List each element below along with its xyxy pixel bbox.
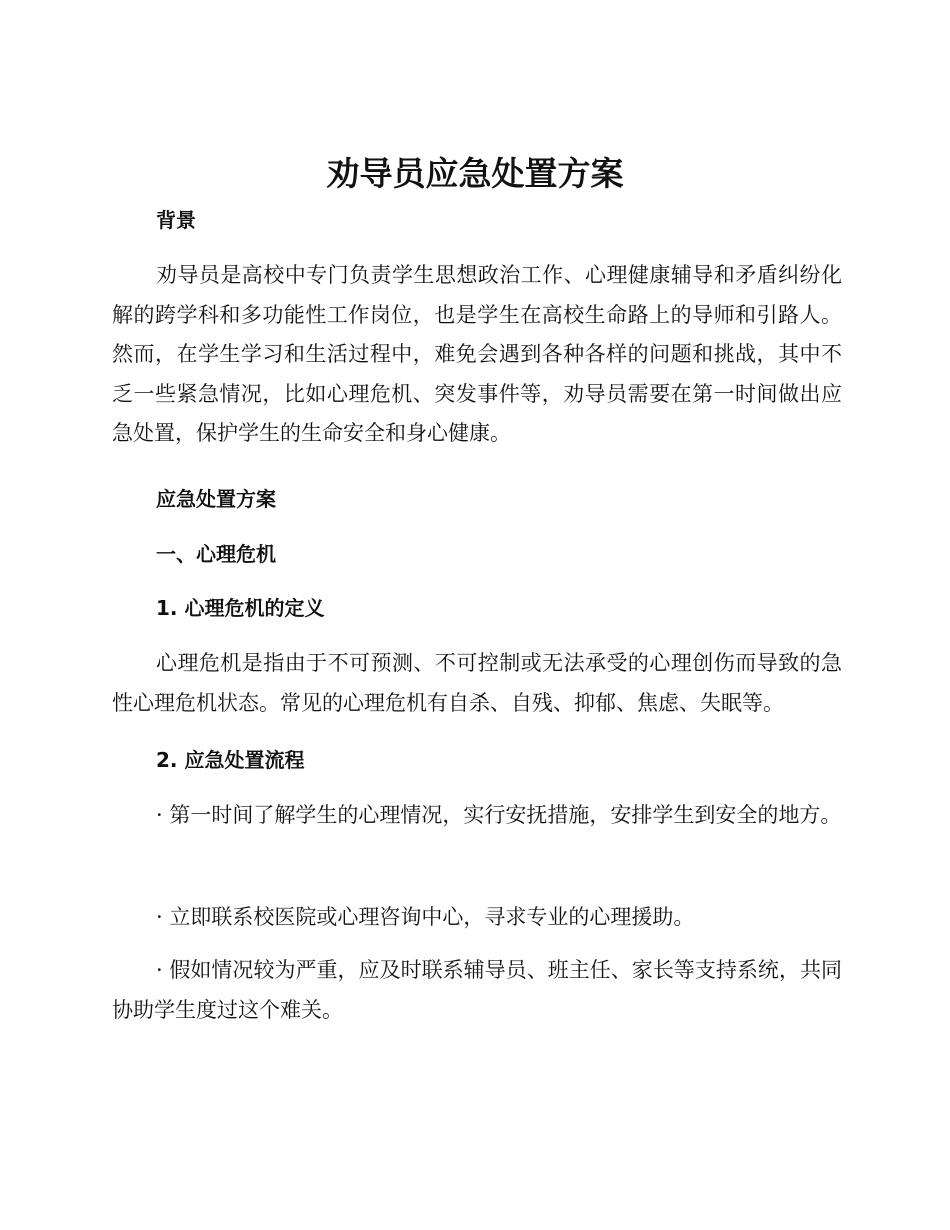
background-heading: 背景 bbox=[156, 208, 196, 232]
process-item-1: · 第一时间了解学生的心理情况，实行安抚措施，安排学生到安全的地方。 bbox=[156, 803, 842, 827]
plan-heading: 应急处置方案 bbox=[156, 487, 276, 511]
document-title: 劝导员应急处置方案 bbox=[326, 154, 624, 193]
process-heading: 2. 应急处置流程 bbox=[156, 748, 305, 772]
background-paragraph: 劝导员是高校中专门负责学生思想政治工作、心理健康辅导和矛盾纠纷化解的跨学科和多功能性工作岗位，也是学生在高校生命路上的导师和引路人。然而，在学生学习和生活过程中，难免会遇到各种各样的问题和挑战，其中不乏一些紧急情况，比如心理危机、突发事件等，劝导员需要在第一时间做出应急处置，保护学生的生命安全和身心健康。 bbox=[112, 263, 842, 445]
process-item-2: · 立即联系校医院或心理咨询中心，寻求专业的心理援助。 bbox=[156, 905, 695, 929]
process-item-3: · 假如情况较为严重，应及时联系辅导员、班主任、家长等支持系统，共同协助学生度过这个难关。 bbox=[112, 958, 842, 1022]
crisis-definition-paragraph: 心理危机是指由于不可预测、不可控制或无法承受的心理创伤而导致的急性心理危机状态。常见的心理危机有自杀、自残、抑郁、焦虑、失眠等。 bbox=[112, 651, 842, 715]
crisis-definition-heading: 1. 心理危机的定义 bbox=[156, 596, 325, 620]
crisis-heading: 一、心理危机 bbox=[156, 542, 276, 566]
